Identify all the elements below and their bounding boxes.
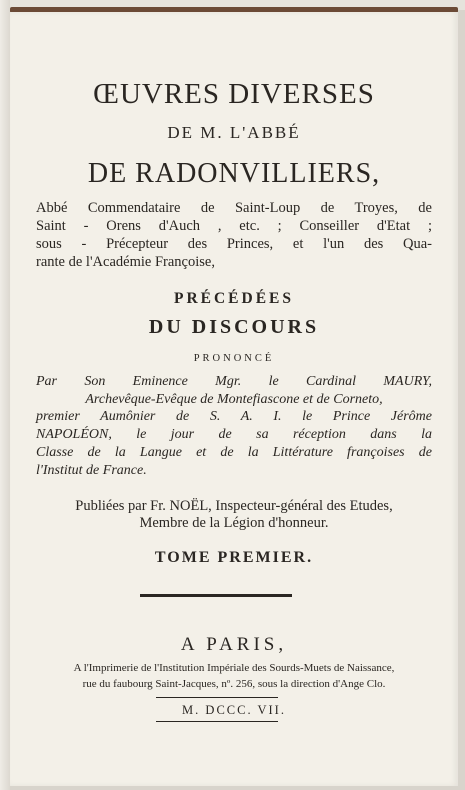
speech-line-3: premier Aumônier de S. A. I. le Prince Jérôme: [36, 409, 432, 424]
publisher-line-1: Publiées par Fr. NOËL, Inspecteur-général des Etudes,: [75, 498, 393, 514]
speech-line-2: Archevêque-Evêque de Montefiascone et de Corneto,: [85, 392, 383, 407]
imprint-line-2: rue du faubourg Saint-Jacques, nº. 256, sous la direction d'Ange Clo.: [82, 678, 386, 690]
imprint-city: A PARIS,: [180, 634, 288, 655]
publisher-line-2: Membre de la Légion d'honneur.: [139, 515, 329, 531]
imprint-line-1: A l'Imprimerie de l'Institution Impériale des Sourds-Muets de Naissance,: [73, 662, 395, 674]
title-line-2: DE M. L'ABBÉ: [167, 123, 301, 142]
title-line-3: DE RADONVILLIERS,: [87, 158, 381, 189]
title-page: [10, 12, 458, 786]
volume-label: TOME PREMIER.: [154, 549, 314, 566]
date-rule-top: [156, 697, 278, 698]
description-line-2: Saint - Orens d'Auch , etc. ; Conseiller d'Etat ;: [36, 218, 432, 234]
discourse-heading: DU DISCOURS: [148, 316, 320, 338]
pronounced-label: PRONONCÉ: [193, 353, 275, 364]
speech-line-1: Par Son Eminence Mgr. le Cardinal MAURY,: [36, 374, 432, 389]
imprint-date: M. DCCC. VII.: [182, 703, 286, 717]
speech-line-5: Classe de la Langue et de la Littérature françoises de: [36, 445, 432, 460]
preceded-label: PRÉCÉDÉES: [173, 290, 295, 307]
description-line-4: rante de l'Académie Françoise,: [36, 254, 215, 270]
section-divider: [140, 594, 292, 597]
title-line-1: ŒUVRES DIVERSES: [93, 78, 375, 110]
date-rule-bottom: [156, 721, 278, 722]
description-line-1: Abbé Commendataire de Saint-Loup de Troyes, de: [36, 200, 432, 216]
book-spine: [0, 0, 10, 790]
description-line-3: sous - Précepteur des Princes, et l'un des Qua-: [36, 236, 432, 252]
speech-line-4: NAPOLÉON, le jour de sa réception dans la: [36, 427, 432, 442]
speech-line-6: l'Institut de France.: [36, 463, 147, 478]
